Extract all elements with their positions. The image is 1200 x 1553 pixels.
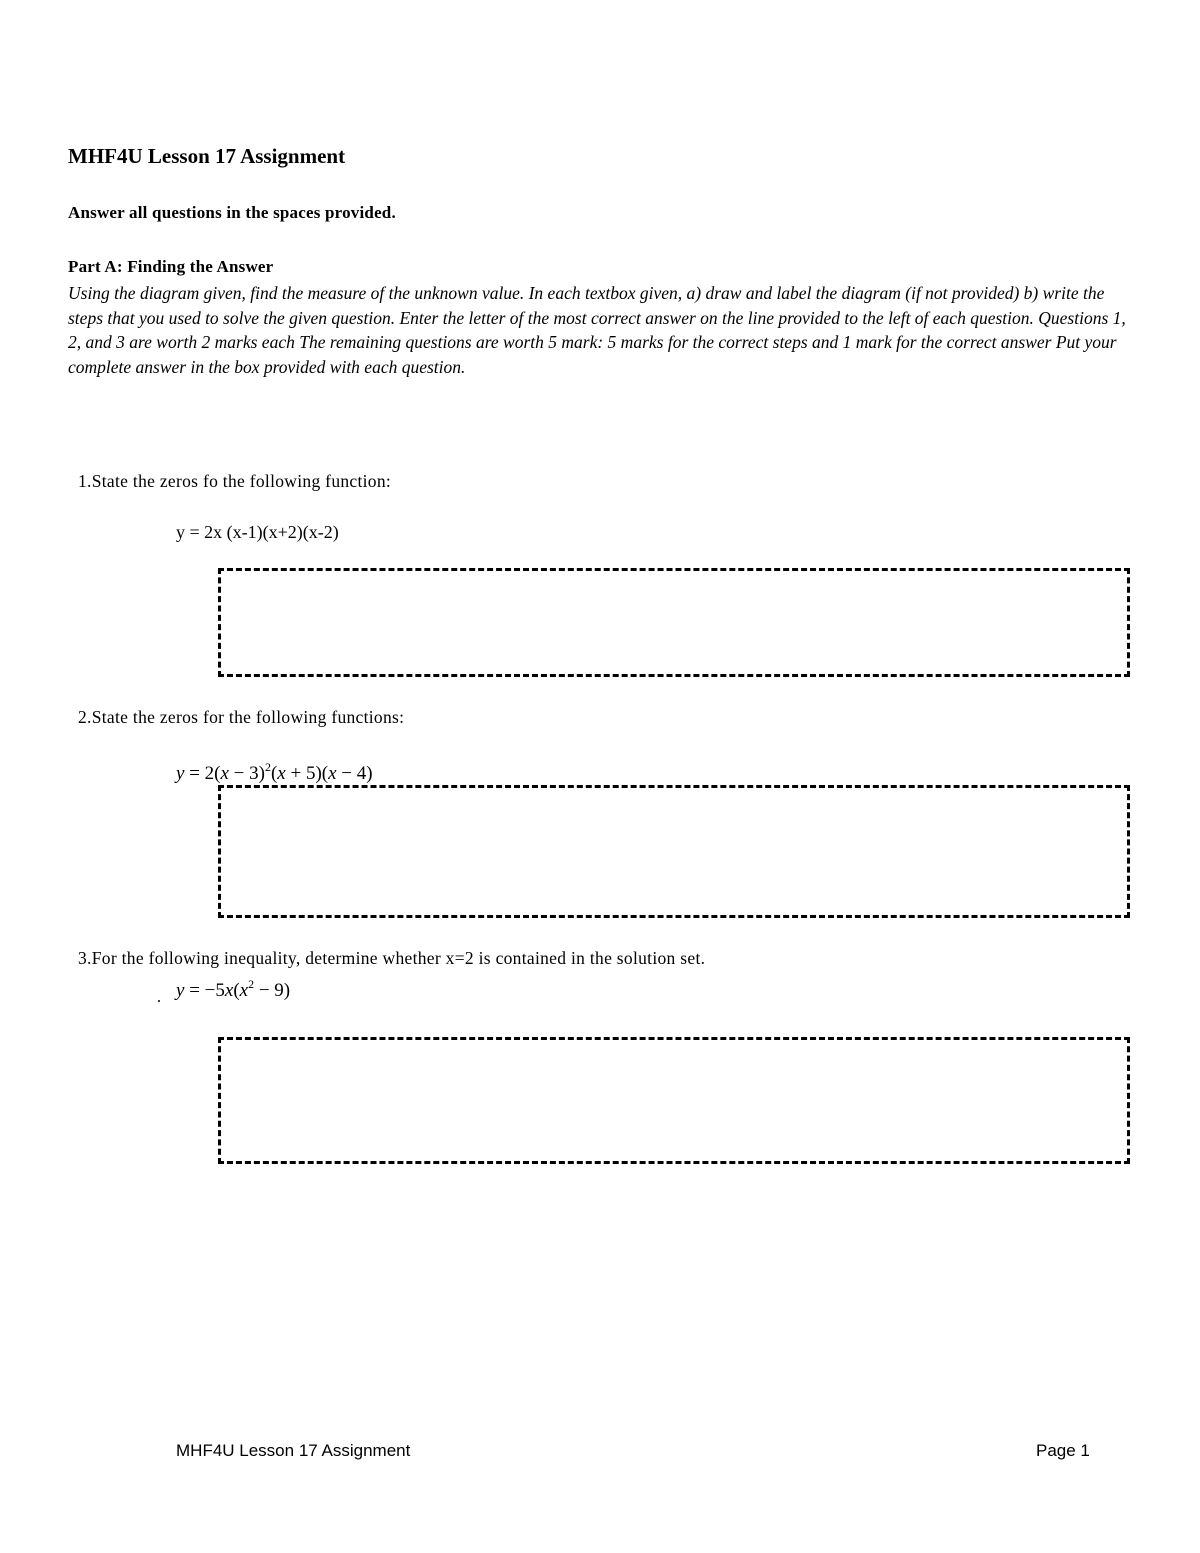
part-a-heading: Part A: Finding the Answer [68,257,274,276]
question-3-equation [176,977,290,1002]
q3-eq-x2: x [239,980,249,1001]
instructions-paragraph: Using the diagram given, find the measure of the unknown value. In each textbox given, a) draw and label the diagram (if not provided) b) write the steps that you used to solve the given question. Enter the letter of the most correct answer on the line provided to the left of each question. Questions 1, 2, and 3 are worth 2 marks each The remaining questions are worth 5 mark: 5 marks for the correct steps and 1 mark for the correct answer Put your complete answer in the box provided with each question. [68,283,1126,377]
question-1 [78,471,391,492]
q2-eq-b: − 3) [228,763,265,784]
question-1-equation: y = 2x (x-1)(x+2)(x-2) [176,522,339,542]
q2-eq-x1: x [220,763,229,784]
q3-eq-b: ( [233,980,240,1001]
question-1-text: State the zeros fo the following function: [91,471,392,491]
question-2-equation [176,760,373,785]
question-2-text: State the zeros for the following functions: [91,707,405,727]
question-3-answer-box[interactable] [218,1037,1130,1164]
q3-eq-a: = −5 [184,980,225,1001]
q2-eq-c: ( [270,763,278,784]
q2-eq-y: y [176,763,185,784]
q2-eq-x2: x [277,763,286,784]
q3-eq-y: y [176,980,185,1001]
q2-eq-exponent: 2 [264,760,271,774]
document-title: MHF4U Lesson 17 Assignment [68,144,346,168]
footer-page-number: Page 1 [1036,1441,1090,1460]
question-1-number: 1. [78,471,92,491]
question-3 [78,948,705,969]
q2-eq-a: = 2( [184,763,221,784]
question-2 [78,707,404,728]
question-1-answer-box[interactable] [218,568,1130,677]
q3-eq-c: − 9) [254,980,291,1001]
q2-eq-d: + 5)( [285,763,329,784]
document-subtitle: Answer all questions in the spaces provided. [68,203,396,222]
q3-eq-x1: x [224,980,234,1001]
q2-eq-e: − 4) [336,763,373,784]
question-2-number: 2. [78,707,92,727]
question-3-text: For the following inequality, determine whether x=2 is contained in the solution set. [91,948,706,968]
question-3-number: 3. [78,948,92,968]
question-2-answer-box[interactable] [218,785,1130,918]
q2-eq-x3: x [328,763,337,784]
stray-mark [158,1000,160,1002]
footer-document-title: MHF4U Lesson 17 Assignment [176,1441,411,1460]
q3-eq-exponent: 2 [248,977,255,991]
